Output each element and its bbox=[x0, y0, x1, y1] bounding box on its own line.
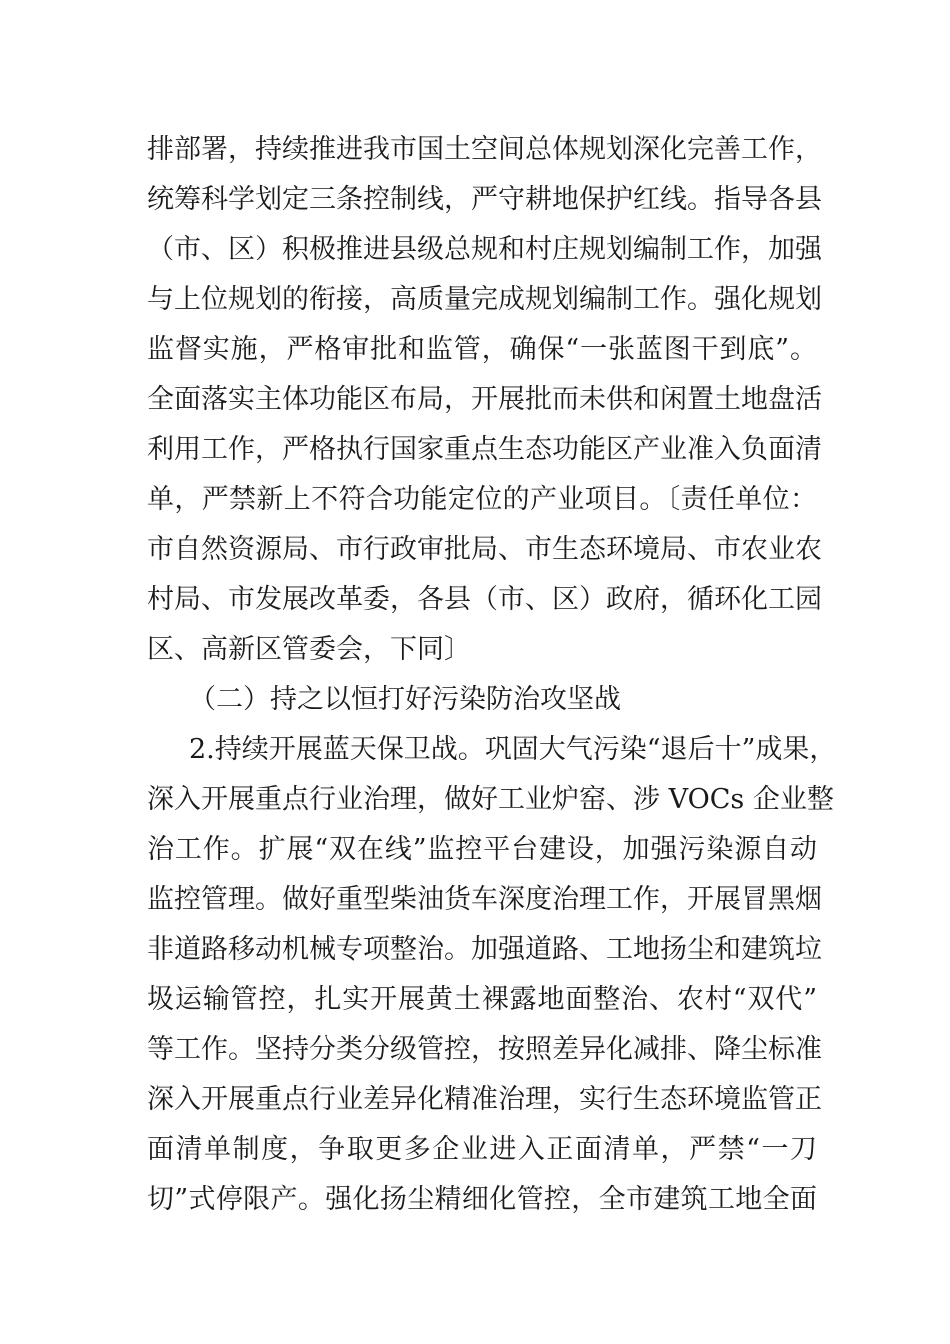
paragraph-line: 治工作。扩展“双在线”监控平台建设，加强污染源自动 bbox=[147, 834, 817, 865]
paragraph-line: 区、高新区管委会，下同〕 bbox=[147, 634, 471, 665]
paragraph-line: 监督实施，严格审批和监管，确保“一张蓝图干到底”。 bbox=[147, 334, 817, 365]
paragraph-line: 市自然资源局、市行政审批局、市生态环境局、市农业农 bbox=[147, 534, 822, 565]
paragraph-line: 排部署，持续推进我市国土空间总体规划深化完善工作， bbox=[147, 134, 822, 165]
paragraph-line: 深入开展重点行业治理，做好工业炉窑、涉 VOCs 企业整 bbox=[147, 784, 834, 815]
paragraph-line: 深入开展重点行业差异化精准治理，实行生态环境监管正 bbox=[147, 1084, 822, 1115]
paragraph-line: 2.持续开展蓝天保卫战。巩固大气污染“退后十”成果， bbox=[189, 734, 837, 765]
paragraph-line: 监控管理。做好重型柴油货车深度治理工作，开展冒黑烟 bbox=[147, 884, 822, 915]
paragraph-line: 圾运输管控，扎实开展黄土裸露地面整治、农村“双代” bbox=[147, 984, 817, 1015]
paragraph-line: 村局、市发展改革委，各县（市、区）政府，循环化工园 bbox=[147, 584, 822, 615]
paragraph-line: 面清单制度，争取更多企业进入正面清单，严禁“一刀 bbox=[147, 1134, 817, 1165]
paragraph-line: 利用工作，严格执行国家重点生态功能区产业准入负面清 bbox=[147, 434, 822, 465]
paragraph-line: 非道路移动机械专项整治。加强道路、工地扬尘和建筑垃 bbox=[147, 934, 822, 965]
paragraph-line: 统筹科学划定三条控制线，严守耕地保护红线。指导各县 bbox=[147, 184, 822, 215]
paragraph-line: 全面落实主体功能区布局，开展批而未供和闲置土地盘活 bbox=[147, 384, 822, 415]
paragraph-line: 与上位规划的衔接，高质量完成规划编制工作。强化规划 bbox=[147, 284, 822, 315]
section-heading: （二）持之以恒打好污染防治攻坚战 bbox=[189, 684, 621, 715]
paragraph-line: 等工作。坚持分类分级管控，按照差异化减排、降尘标准 bbox=[147, 1034, 822, 1065]
paragraph-line: 切”式停限产。强化扬尘精细化管控，全市建筑工地全面 bbox=[147, 1184, 817, 1215]
paragraph-line: 单，严禁新上不符合功能定位的产业项目。〔责任单位： bbox=[147, 484, 817, 515]
paragraph-line: （市、区）积极推进县级总规和村庄规划编制工作，加强 bbox=[147, 234, 822, 265]
